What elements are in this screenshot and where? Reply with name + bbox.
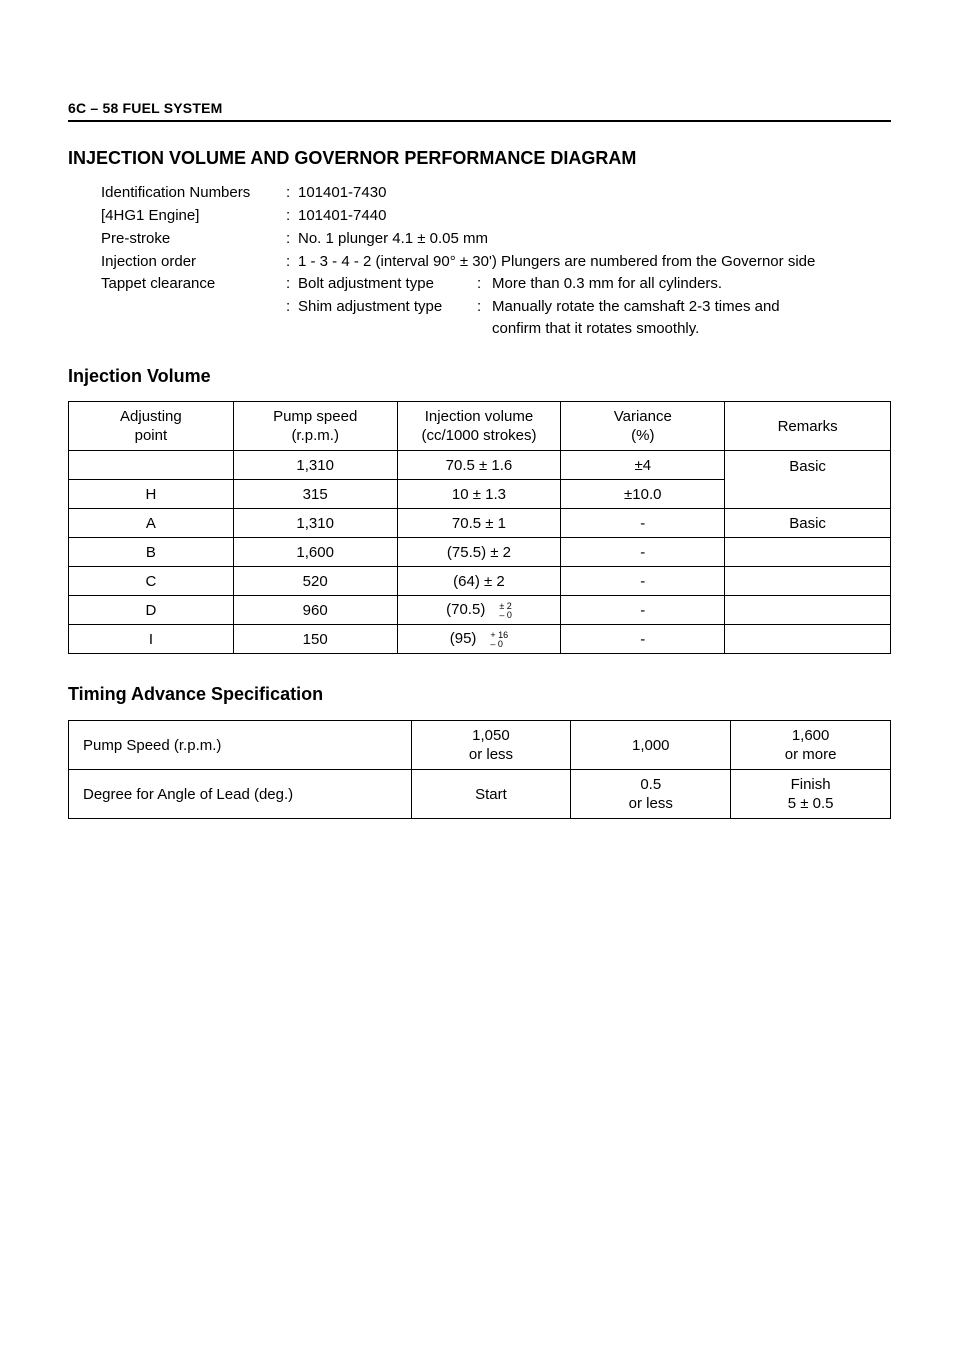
injection-volume-title: Injection Volume [68,366,211,386]
header-pump-speed: Pump speed (r.p.m.) [233,402,397,451]
tolerance: ± 2 – 0 [499,600,512,620]
table-row: Degree for Angle of Lead (deg.) Start 0.5 or less Finish 5 ± 0.5 [69,770,891,819]
table-row: 1,310 70.5 ± 1.6 ±4 Basic [69,451,891,480]
header-remarks: Remarks [725,402,891,451]
table-row: C 520 (64) ± 2 - [69,567,891,596]
table-row: I 150 (95) + 16 – 0 - [69,625,891,654]
header-injection-volume: Injection volume (cc/1000 strokes) [397,402,561,451]
timing-advance-title: Timing Advance Specification [68,684,324,704]
header-adjusting-point: Adjusting point [69,402,234,451]
header-rule [68,120,891,122]
table-row: A 1,310 70.5 ± 1 - Basic [69,509,891,538]
table-row: D 960 (70.5) ± 2 – 0 - [69,596,891,625]
injection-volume-table [68,401,891,654]
timing-advance-table [68,720,891,819]
page-header: 6C – 58 FUEL SYSTEM [68,100,223,116]
header-variance: Variance (%) [561,402,725,451]
table-row: H 315 10 ± 1.3 ±10.0 [69,480,891,509]
tolerance: + 16 – 0 [490,629,509,649]
table-row: Pump Speed (r.p.m.) 1,050 or less 1,000 1,600 or more [69,721,891,770]
page-title: INJECTION VOLUME AND GOVERNOR PERFORMANCE DIAGRAM [68,148,637,168]
table-header-row [69,402,891,451]
table-row: B 1,600 (75.5) ± 2 - [69,538,891,567]
